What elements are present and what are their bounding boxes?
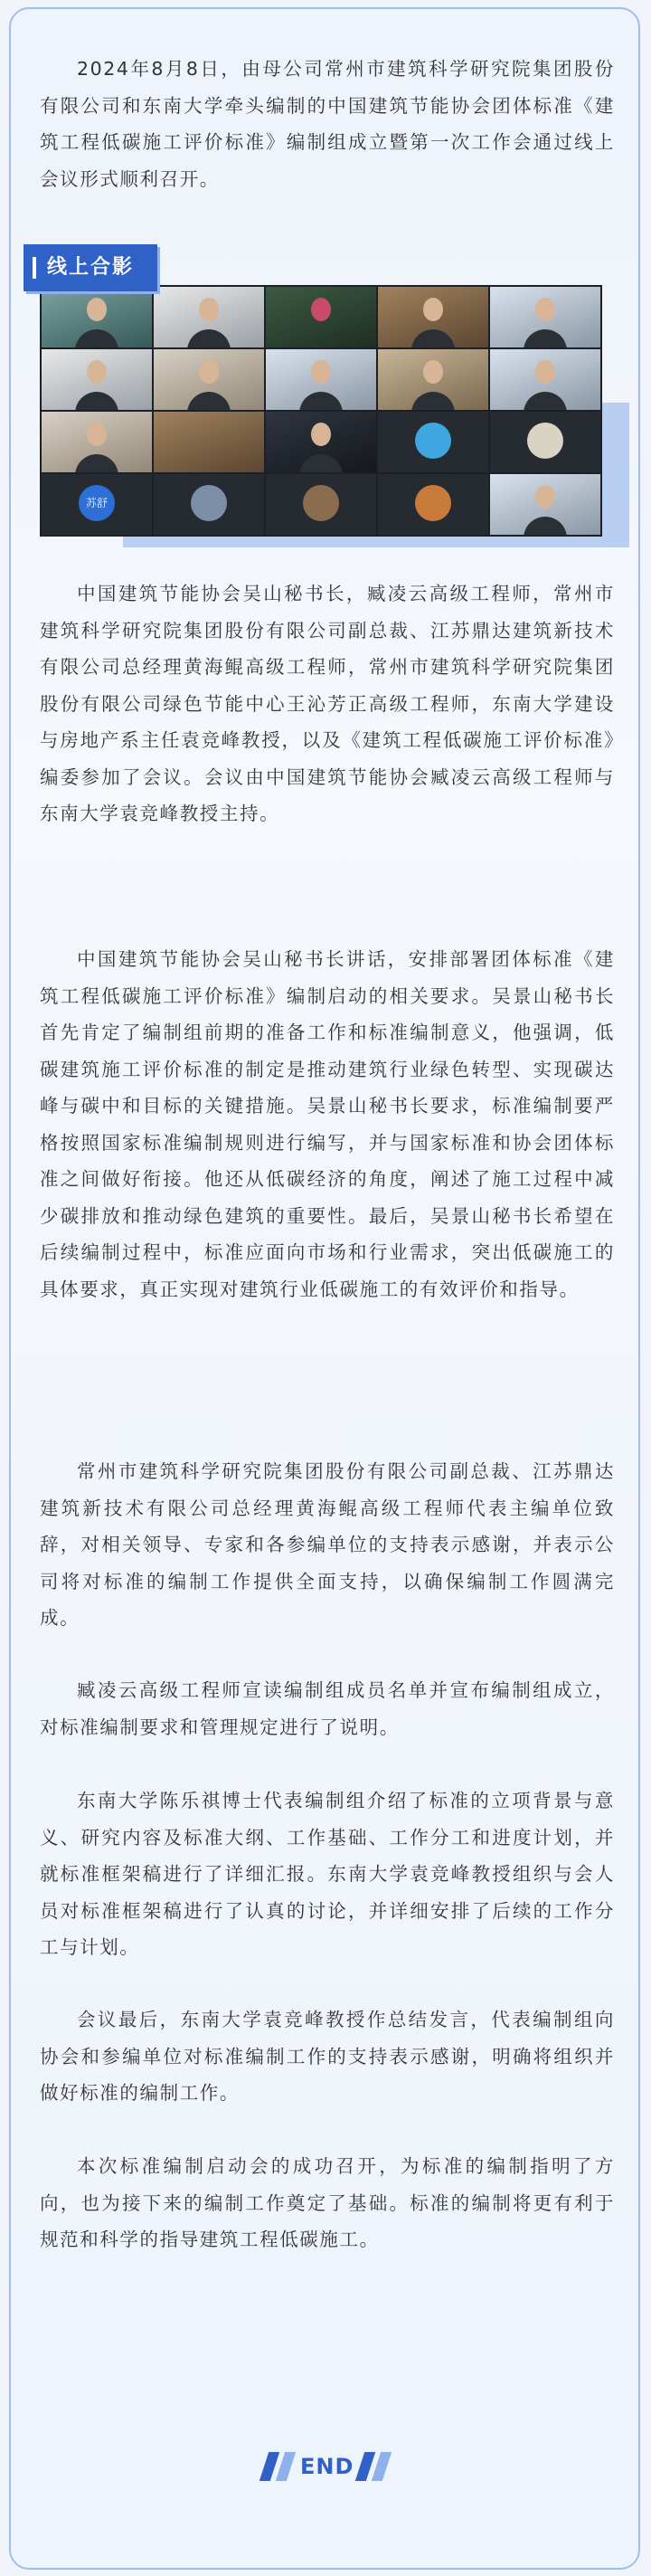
video-tile (42, 287, 152, 347)
paragraph-team: 臧凌云高级工程师宣读编制组成员名单并宣布编制组成立，对标准编制要求和管理规定进行了说明。 (40, 1679, 615, 1738)
video-tile (266, 412, 376, 472)
video-tile (378, 412, 488, 472)
video-tile (42, 412, 152, 472)
video-tile (266, 474, 376, 535)
video-tile (378, 349, 488, 410)
paragraph-report: 东南大学陈乐祺博士代表编制组介绍了标准的立项背景与意义、研究内容及标准大纲、工作基础、工作分工和进度计划，并就标准框架稿进行了详细汇报。东南大学袁竞峰教授组织与会人员对标准框架稿进行了认真的讨论，并详细安排了后续的工作分工与计划。 (40, 1790, 615, 1958)
video-tile (42, 349, 152, 410)
paragraph-summary: 会议最后，东南大学袁竞峰教授作总结发言，代表编制组向协会和参编单位对标准编制工作的支持表示感谢，明确将组织并做好标准的编制工作。 (40, 2009, 615, 2104)
group-photo-section (40, 244, 629, 552)
video-tile (42, 474, 152, 535)
video-tile (266, 349, 376, 410)
meeting-screenshot (40, 285, 602, 537)
paragraph-intro: 2024年8月8日，由母公司常州市建筑科学研究院集团股份有限公司和东南大学牵头编制的中国建筑节能协会团体标准《建筑工程低碳施工评价标准》编制组成立暨第一次工作会通过线上会议形式顺利召开。 (40, 58, 615, 190)
paragraph-attendees: 中国建筑节能协会吴山秘书长，臧凌云高级工程师，常州市建筑科学研究院集团股份有限公司副总裁、江苏鼎达建筑新技术有限公司总经理黄海鲲高级工程师，常州市建筑科学研究院集团股份有限公司绿色节能中心王沁芳正高级工程师，东南大学建设与房地产系主任袁竞峰教授，以及《建筑工程低碳施工评价标准》编委参加了会议。会议由中国建筑节能协会臧凌云高级工程师与东南大学袁竞峰教授主持。 (40, 583, 615, 824)
video-tile (490, 474, 600, 535)
video-tile (490, 412, 600, 472)
video-tile (154, 287, 264, 347)
paragraph-welcome: 常州市建筑科学研究院集团股份有限公司副总裁、江苏鼎达建筑新技术有限公司总经理黄海鲲高级工程师代表主编单位致辞，对相关领导、专家和各参编单位的支持表示感谢，并表示公司将对标准的编制工作提供全面支持，以确保编制工作圆满完成。 (40, 1460, 615, 1629)
photo-label: 线上合影 (24, 244, 157, 291)
end-bar-icon (276, 2452, 296, 2481)
end-bar-icon (372, 2452, 392, 2481)
paragraph-speech: 中国建筑节能协会吴山秘书长讲话，安排部署团体标准《建筑工程低碳施工评价标准》编制启动的相关要求。吴景山秘书长首先肯定了编制组前期的准备工作和标准编制意义，他强调，低碳建筑施工评价标准的制定是推动建筑行业绿色转型、实现碳达峰与碳中和目标的关键措施。吴景山秘书长要求，标准编制要严格按照国家标准编制规则进行编写，并与国家标准和协会团体标准之间做好衔接。他还从低碳经济的角度，阐述了施工过程中减少碳排放和推动绿色建筑的重要性。最后，吴景山秘书长希望在后续编制过程中，标准应面向市场和行业需求，突出低碳施工的具体要求，真正实现对建筑行业低碳施工的有效评价和指导。 (40, 948, 615, 1300)
paragraph-conclusion: 本次标准编制启动会的成功召开，为标准的编制指明了方向，也为接下来的编制工作奠定了基础。标准的编制将更有利于规范和科学的指导建筑工程低碳施工。 (40, 2155, 615, 2250)
video-tile (154, 474, 264, 535)
video-tile (378, 287, 488, 347)
avatar-initials: 苏舒 (79, 485, 115, 521)
video-tile (154, 349, 264, 410)
video-tile (266, 287, 376, 347)
end-label: END (300, 2454, 354, 2479)
video-tile (490, 349, 600, 410)
video-tile (490, 287, 600, 347)
end-marker (0, 2448, 651, 2485)
video-tile (378, 474, 488, 535)
video-tile (154, 412, 264, 472)
